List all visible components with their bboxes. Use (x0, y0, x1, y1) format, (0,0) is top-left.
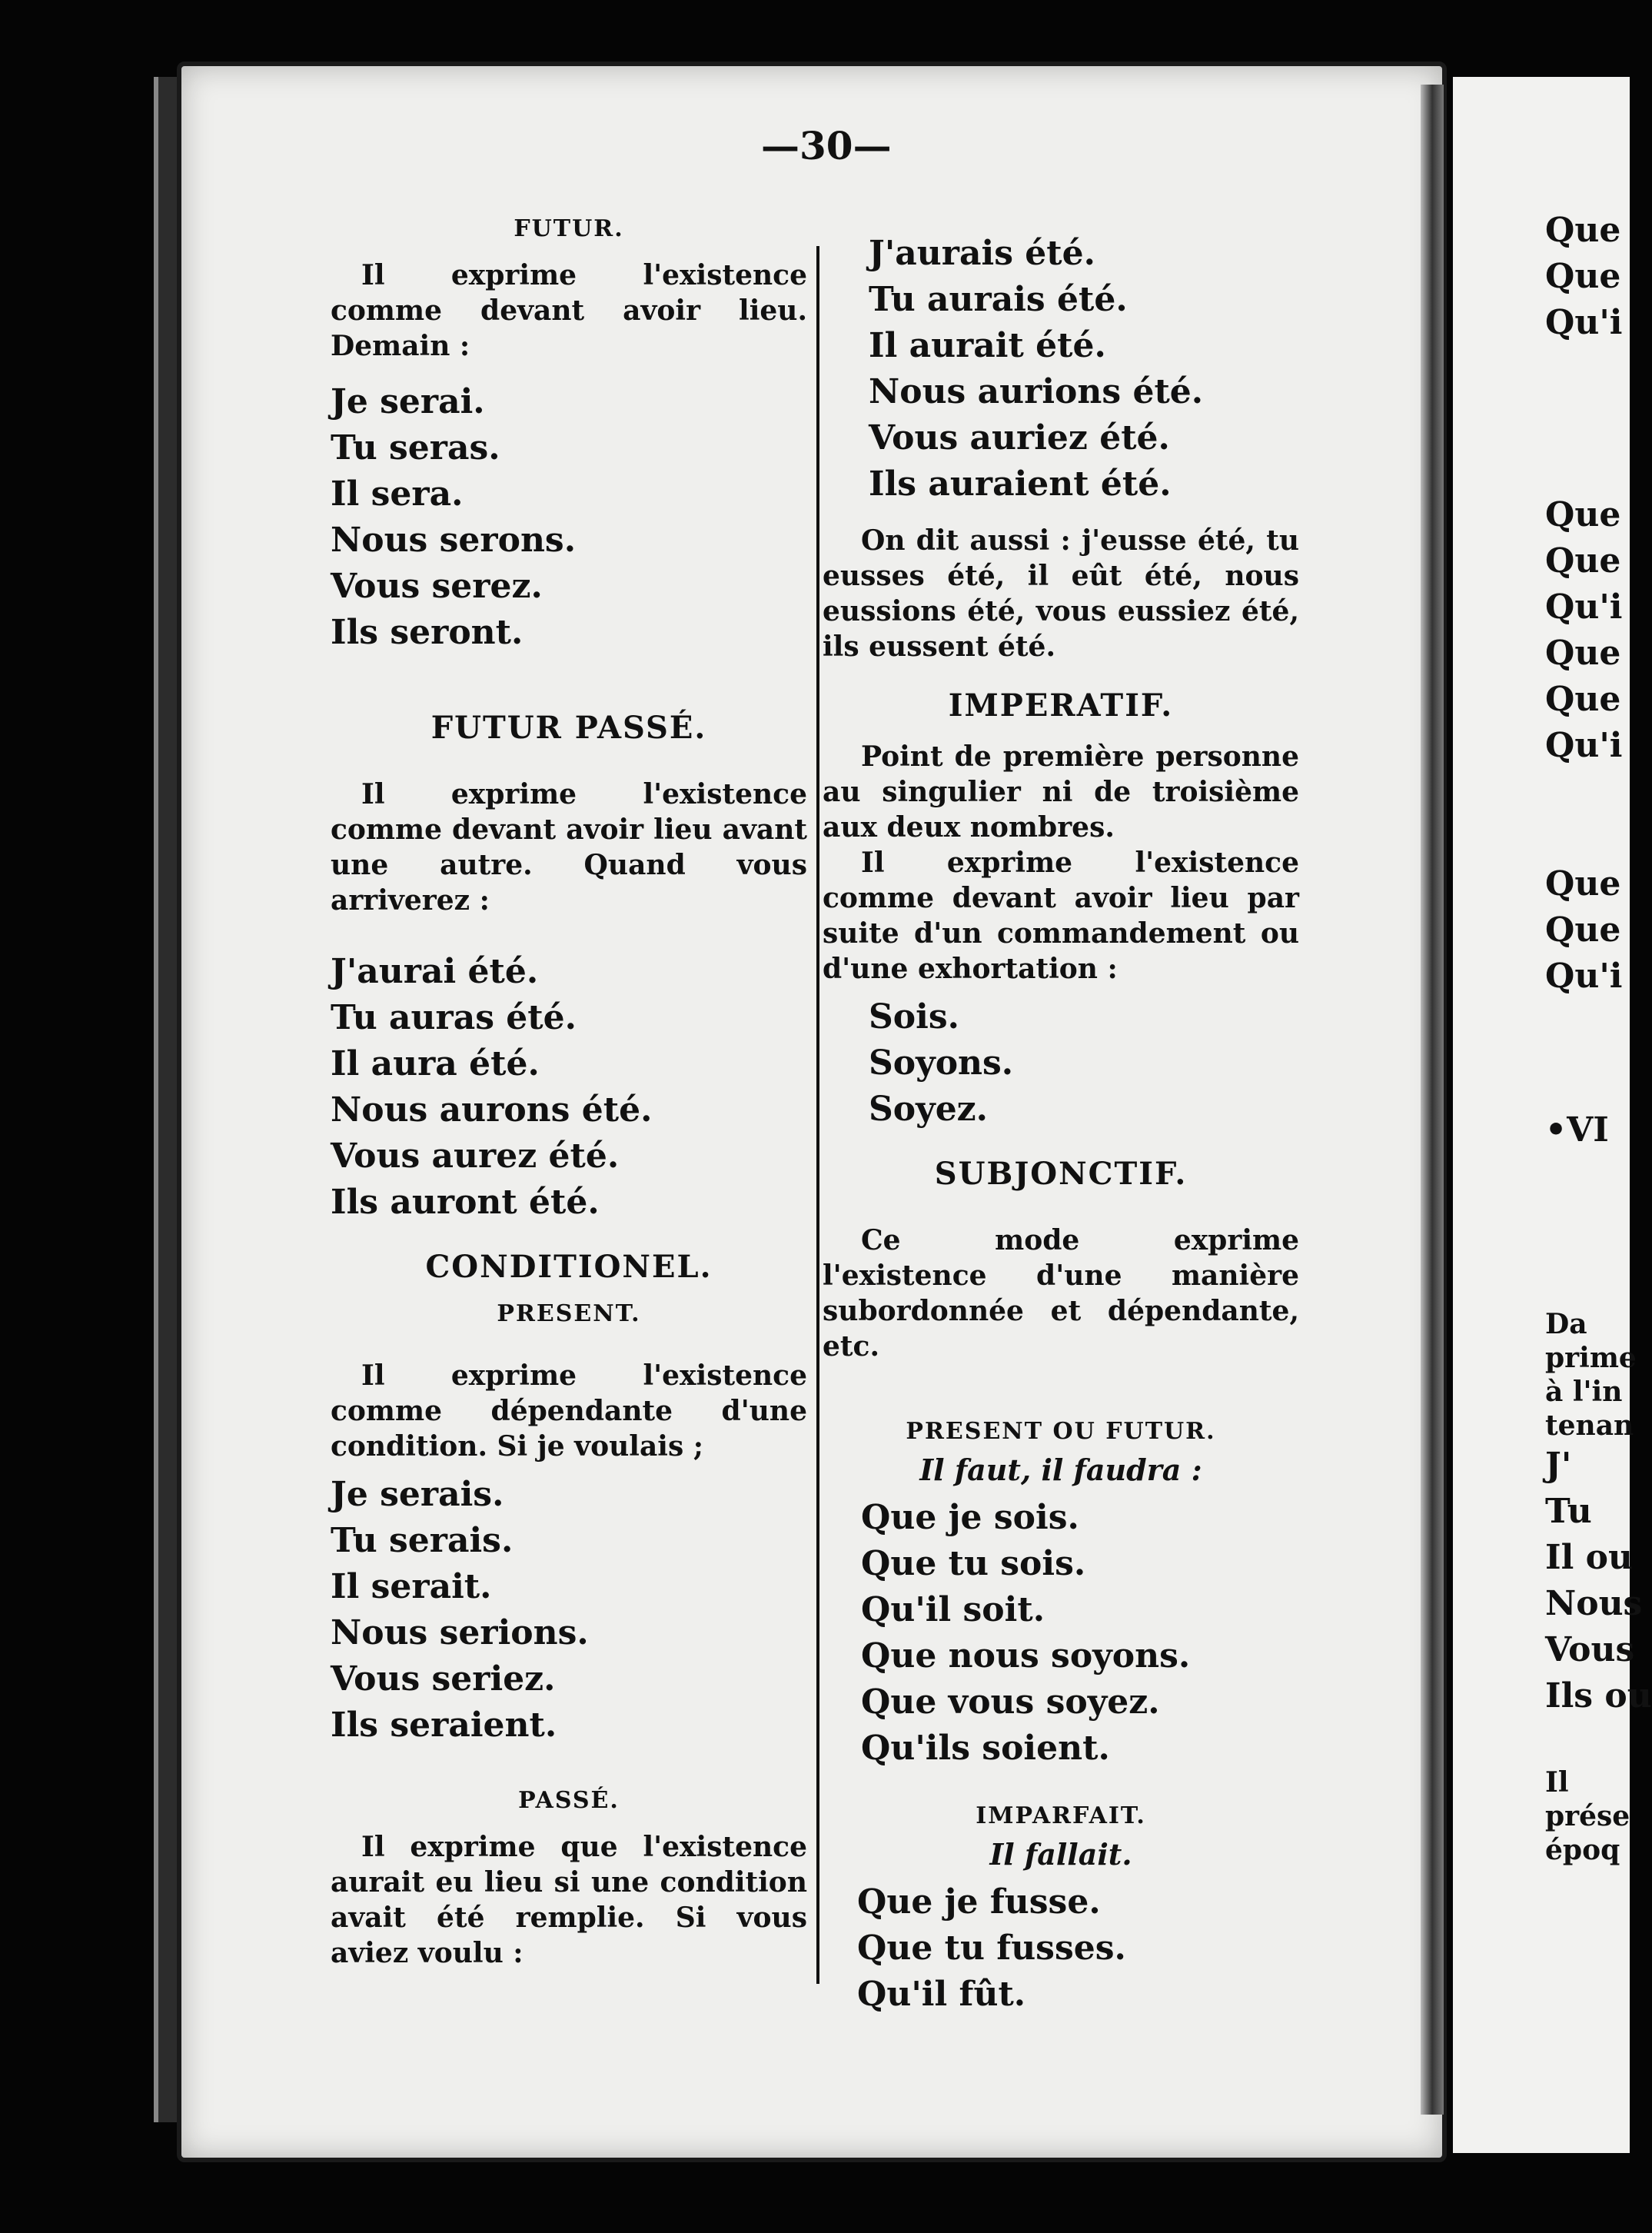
conjugation-line: J'aurai été. (331, 952, 539, 991)
fragment-line: Qu'i (1545, 726, 1623, 765)
imperatif-text-1: Point de première personne au singulier ni de troisième aux deux nombres. (823, 740, 1299, 844)
futur-forms (331, 379, 807, 656)
fragment-line: Il ou (1545, 1538, 1633, 1577)
futur-heading: FUTUR. (514, 215, 624, 242)
conjugation-line: Nous serions. (331, 1613, 589, 1652)
fragment-heading: •VI (1545, 1110, 1609, 1150)
fragment-line: J' (1545, 1446, 1572, 1485)
conjugation-line: Je serai. (331, 382, 485, 421)
conjugation-line: Que je sois. (861, 1498, 1079, 1537)
futur-passe-forms (331, 949, 807, 1226)
subjonctif-present-forms (823, 1495, 1299, 1772)
fragment-line: Nous (1545, 1584, 1643, 1623)
fragment-line: Que (1545, 910, 1621, 950)
fragment-line: Que (1545, 541, 1621, 581)
fragment-line: prime (1545, 1342, 1637, 1374)
fragment-line: Qu'i (1545, 587, 1623, 627)
conjugation-line: Ils auront été. (331, 1183, 600, 1222)
fragment-line: Que (1545, 634, 1621, 673)
fragment-line: tenan (1545, 1409, 1634, 1442)
fragment-line: Vous (1545, 1630, 1635, 1669)
fragment-line: Qu'i (1545, 303, 1623, 342)
fragment-line: prése (1545, 1800, 1630, 1832)
conjugation-line: Qu'il soit. (861, 1590, 1045, 1629)
conjugation-line: J'aurais été. (869, 234, 1095, 273)
conditionel-passe-heading: PASSÉ. (518, 1787, 620, 1814)
fragment-line: Tu (1545, 1492, 1592, 1531)
book-gutter (1421, 85, 1444, 2115)
fragment-line: Ils ou (1545, 1676, 1652, 1716)
futur-passe-heading: FUTUR PASSÉ. (430, 710, 707, 746)
fragment-line: époq (1545, 1834, 1620, 1866)
fragment-line: Que (1545, 680, 1621, 719)
conditionel-heading: CONDITIONEL. (425, 1249, 713, 1285)
imparfait-heading: IMPARFAIT. (976, 1802, 1146, 1829)
right-page-fragment (1545, 208, 1652, 1867)
fragment-line: Que (1545, 864, 1621, 904)
imparfait-forms (823, 1879, 1299, 2018)
conjugation-line: Vous serez. (331, 567, 543, 606)
fragment-line: Qu'i (1545, 957, 1623, 996)
conjugation-line: Nous aurions été. (869, 372, 1204, 411)
subjonctif-present-heading: PRESENT OU FUTUR. (906, 1418, 1216, 1445)
conjugation-line: Tu auras été. (331, 998, 577, 1037)
fragment-line: Da (1545, 1308, 1587, 1340)
conjugation-line: Tu aurais été. (869, 280, 1128, 319)
conjugation-line: Que nous soyons. (861, 1636, 1191, 1676)
futur-passe-text: Il exprime l'existence comme devant avoir lieu avant une autre. Quand vous arriverez : (331, 778, 807, 917)
fragment-line: Que (1545, 211, 1621, 250)
cond-passe-forms (823, 231, 1299, 508)
middle-column (823, 231, 1299, 2018)
conjugation-line: Ils seraient. (331, 1706, 557, 1745)
conjugation-line: Nous serons. (331, 521, 577, 560)
subjonctif-present-lead: Il faut, il faudra : (919, 1453, 1202, 1487)
aussi-text: On dit aussi : j'eusse été, tu eusses été, il eût été, nous eussions été, vous eussiez été, ils eussent été. (823, 524, 1299, 663)
conditionel-present-heading: PRESENT. (497, 1300, 641, 1327)
left-column (331, 215, 807, 1971)
imperatif-heading: IMPERATIF. (948, 687, 1174, 724)
futur-text: Il exprime l'existence comme devant avoir lieu. Demain : (331, 259, 807, 362)
conjugation-line: Ils seront. (331, 613, 524, 652)
imparfait-lead: Il fallait. (989, 1837, 1132, 1872)
column-rule (816, 246, 819, 1984)
conjugation-line: Il aurait été. (869, 326, 1106, 365)
conjugation-line: Ils auraient été. (869, 464, 1172, 504)
conjugation-line: Vous seriez. (331, 1659, 556, 1699)
conditionel-present-text: Il exprime l'existence comme dépendante d'une condition. Si je voulais ; (331, 1359, 807, 1463)
conditionel-present-forms (331, 1472, 807, 1749)
conjugation-line: Que je fusse. (857, 1882, 1101, 1922)
subjonctif-text: Ce mode exprime l'existence d'une manière subordonnée et dépendante, etc. (823, 1224, 1299, 1363)
fragment-line: Il (1545, 1766, 1569, 1799)
fragment-line: Que (1545, 495, 1621, 534)
conjugation-line: Il sera. (331, 474, 464, 514)
conjugation-line: Il aura été. (331, 1044, 540, 1083)
conjugation-line: Que tu fusses. (857, 1928, 1126, 1968)
subjonctif-heading: SUBJONCTIF. (934, 1156, 1188, 1192)
conjugation-line: Soyons. (869, 1043, 1014, 1083)
conjugation-line: Que tu sois. (861, 1544, 1086, 1583)
fragment-line: à l'in (1545, 1376, 1623, 1408)
imperatif-forms (823, 994, 1299, 1133)
conjugation-line: Nous aurons été. (331, 1090, 653, 1130)
conjugation-line: Vous auriez été. (869, 418, 1170, 458)
imperatif-text-2: Il exprime l'existence comme devant avoir lieu par suite d'un commandement ou d'une exhortation : (823, 847, 1299, 985)
fragment-line: Que (1545, 257, 1621, 296)
conjugation-line: Vous aurez été. (331, 1136, 620, 1176)
conjugation-line: Sois. (869, 997, 959, 1037)
page-number: —30— (761, 123, 892, 168)
conjugation-line: Qu'il fût. (857, 1975, 1026, 2014)
conjugation-line: Tu seras. (331, 428, 500, 468)
conditionel-passe-text: Il exprime que l'existence aurait eu lieu si une condition avait été remplie. Si vous aviez voulu : (331, 1831, 807, 1969)
conjugation-line: Je serais. (331, 1475, 504, 1514)
conjugation-line: Que vous soyez. (861, 1682, 1160, 1722)
conjugation-line: Il serait. (331, 1567, 492, 1606)
conjugation-line: Tu serais. (331, 1521, 514, 1560)
conjugation-line: Qu'ils soient. (861, 1729, 1110, 1768)
conjugation-line: Soyez. (869, 1090, 988, 1129)
